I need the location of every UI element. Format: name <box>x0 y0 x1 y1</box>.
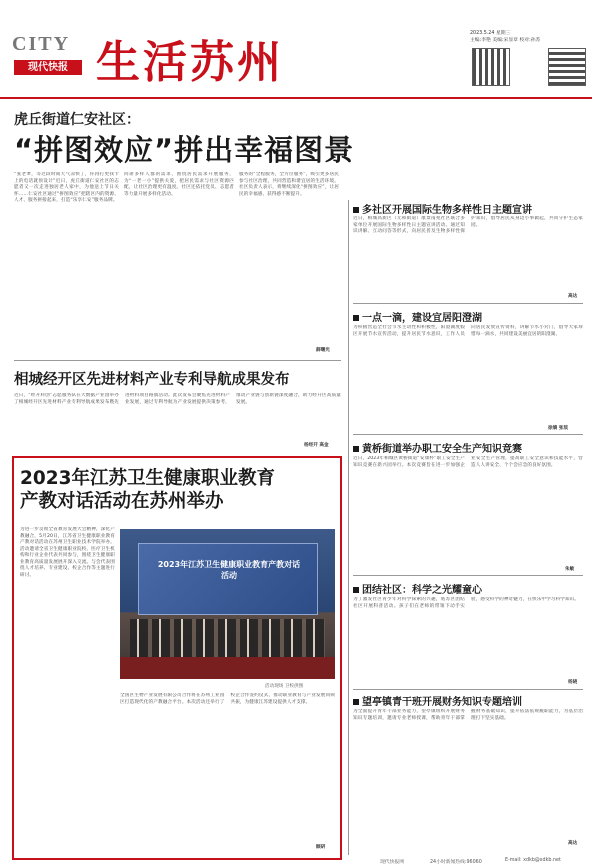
stage-people <box>130 619 325 659</box>
lead-headline: “拼图效应”拼出幸福图景 <box>14 133 355 167</box>
stage-floor <box>120 657 335 679</box>
square-bullet-icon <box>353 446 359 452</box>
footer-center: 24小时新闻热线:96060 <box>430 860 482 865</box>
lead-author: 薛曙光 <box>316 348 330 353</box>
brand-tag: 现代快报 <box>14 60 82 75</box>
lead-body-col1: “张老爹，等过段时间天气凉快了，你再打更我卡上的电话就预设计”近日，虎丘街道仁安社区的志愿者又一次走进独居老人家中，为他送上节日关怀……仁安社区通过“拼图效应”把辖区内的资源、人才、服务拼接起来，打造“乐享仁安”服务品牌。 <box>14 172 119 203</box>
feature-body-bottom: 全国区生物产业发展有限公司合作将在苏州工业园区打造现代化的产教融合平台。本次活动还举行了校企合作签约仪式，推动职业教育与产业发展同频共振，为健康江苏建设提供人才支撑。 <box>120 693 335 705</box>
r3-author: 朱敏 <box>565 567 575 572</box>
r4-headline <box>353 581 482 596</box>
section-title: 生活苏州 <box>96 37 284 88</box>
footer-left: 现代快报网 <box>380 860 404 865</box>
square-bullet-icon <box>353 587 359 593</box>
masthead-divider <box>0 97 592 99</box>
divider <box>353 303 583 304</box>
lead-kicker: 虎丘街道仁安社区： <box>14 112 140 128</box>
divider <box>353 434 583 435</box>
extra-credit: 校对:孙苏 <box>519 38 541 43</box>
r2-body: 为积极营造全社会节水主动性和积极性，阳澄湖度假区开展节水宣传活动，提升居民节水意识，工作人员向居民发放宣传资料，讲解节水小窍门，倡导大家珍惜每一滴水，共同建设美丽宜居的阳澄湖。 <box>353 325 583 337</box>
feature-photo <box>120 529 335 679</box>
divider <box>14 360 341 361</box>
feature-headline-line1: 2023年江苏卫生健康职业教育 <box>20 468 275 489</box>
sec2-headline: 相城经开区先进材料产业专利导航成果发布 <box>14 372 290 388</box>
r3-body: 近日，2023年相城区黄桥街道“安康杯”职工安全生产知识竞赛在新兴园举行。本次竞赛旨在进一步加强企业安全生产管理，提高职工安全意识和技能水平，营造人人讲安全、个个会应急的良好氛围。 <box>353 456 583 468</box>
square-bullet-icon <box>353 207 359 213</box>
feature-headline-line2: 产教对话活动在苏州举办 <box>20 491 224 512</box>
r3-headline <box>353 440 522 455</box>
feature-author: 顾研 <box>316 845 326 850</box>
r1-headline-text: 多社区开展国际生物多样性日主题宣讲 <box>362 205 532 216</box>
lead-body-col2: 同席多样人群的需求，围绕居民需求开展服务，为“一老一小”提供关爱，把居民需求与社区资源匹配，让社区治理更有温度。社区还依托党员、志愿者等力量开展多样化活动。 <box>124 172 234 197</box>
qr-code-icon <box>472 48 510 86</box>
photo-banner-text: 2023年江苏卫生健康职业教育产教对话活动 <box>157 560 301 580</box>
photo-caption: 活动现场 卫校供图 <box>265 684 304 689</box>
city-label: CITY <box>12 33 71 55</box>
r5-author: 高达 <box>568 841 578 846</box>
r1-headline <box>353 201 532 216</box>
feature-body-left: 为进一步贯彻全省教育发展大会精神，深化产教融合，5月20日，江苏省卫生健康职业教育产教对话活动在苏州卫生职业技术学院举办。活动邀请全省卫生健康职业院校、医疗卫生机构和行业企业代表共同参与，围绕卫生健康职业教育高质量发展展开深入交流。与会代表围绕人才培养、专业建设、校企合作等主题进行研讨。 <box>20 527 115 578</box>
r5-body: 为全面提升青年干部业务能力，望亭镇组织开展财务知识专题培训，邀请专业老师授课，帮助青年干部掌握财务基础知识，提升依法依规履职能力，为基层治理打下坚实基础。 <box>353 709 583 721</box>
editor-credit: 主编:李艳 <box>470 38 491 43</box>
issue-weekday: 星期三 <box>495 31 511 36</box>
r2-headline-text: 一点一滴，建设宜居阳澄湖 <box>362 313 482 324</box>
r4-headline-text: 团结社区：科学之光耀童心 <box>362 585 482 596</box>
sec2-body: 近日，“经开科创”志愿服务队在大数据产业园举办了相城经开区先进材料产业专利导航成果发布暨先进材料项目路演活动。此次发布会聚焦先进材料产业发展，通过专利导航为产业发展提供决策参考，推动产业链与创新链深度融合，助力经开区高质量发展。 <box>14 393 341 405</box>
r4-author: 杨晓 <box>568 680 578 685</box>
r4-body: 为了激发社区青少年对科学探索的兴趣，姑苏区团结社区开展科普活动。孩子们在老师的带领下动手实验，感受科学的神奇魅力，在快乐中学习科学知识。 <box>353 597 579 609</box>
r1-author: 高达 <box>568 294 578 299</box>
r5-headline-text: 望亭镇青干班开展财务知识专题培训 <box>362 697 522 708</box>
r1-body: 近日，相城高新区（元和街道）康景南苑社区联合多家单位开展国际生物多样性日主题宣讲活动。通过知识讲解、互动问答等形式，向居民普及生物多样性保护知识，倡导居民从身边小事做起，共同守护生态家园。 <box>353 216 583 234</box>
qr-code-icon <box>548 48 586 86</box>
footer-right: E-mail: xdkb@xdkb.net <box>505 858 561 863</box>
sec2-author: 杨经开 高金 <box>304 443 329 448</box>
masthead <box>0 0 592 100</box>
footer <box>0 856 592 867</box>
divider <box>353 689 583 690</box>
proof-credit: 美编:宋显章 <box>492 38 518 43</box>
right-column-divider <box>348 200 349 855</box>
r5-headline <box>353 693 522 708</box>
divider <box>353 575 583 576</box>
r2-author: 徐婧 张琰 <box>548 426 568 431</box>
issue-date: 2023.5.24 <box>470 31 495 36</box>
lead-body-col3: 服务的“全程服务，全方位服务”，吸引更多居民参与社区治理，共同营造和谐宜居的生活环境。社区负责人表示，将继续深化“拼图效应”，让居民的幸福感、获得感不断提升。 <box>239 172 339 197</box>
r2-headline <box>353 309 482 324</box>
r3-headline-text: 黄桥街道举办职工安全生产知识竞赛 <box>362 444 522 455</box>
square-bullet-icon <box>353 699 359 705</box>
square-bullet-icon <box>353 315 359 321</box>
masthead-info <box>470 30 540 44</box>
